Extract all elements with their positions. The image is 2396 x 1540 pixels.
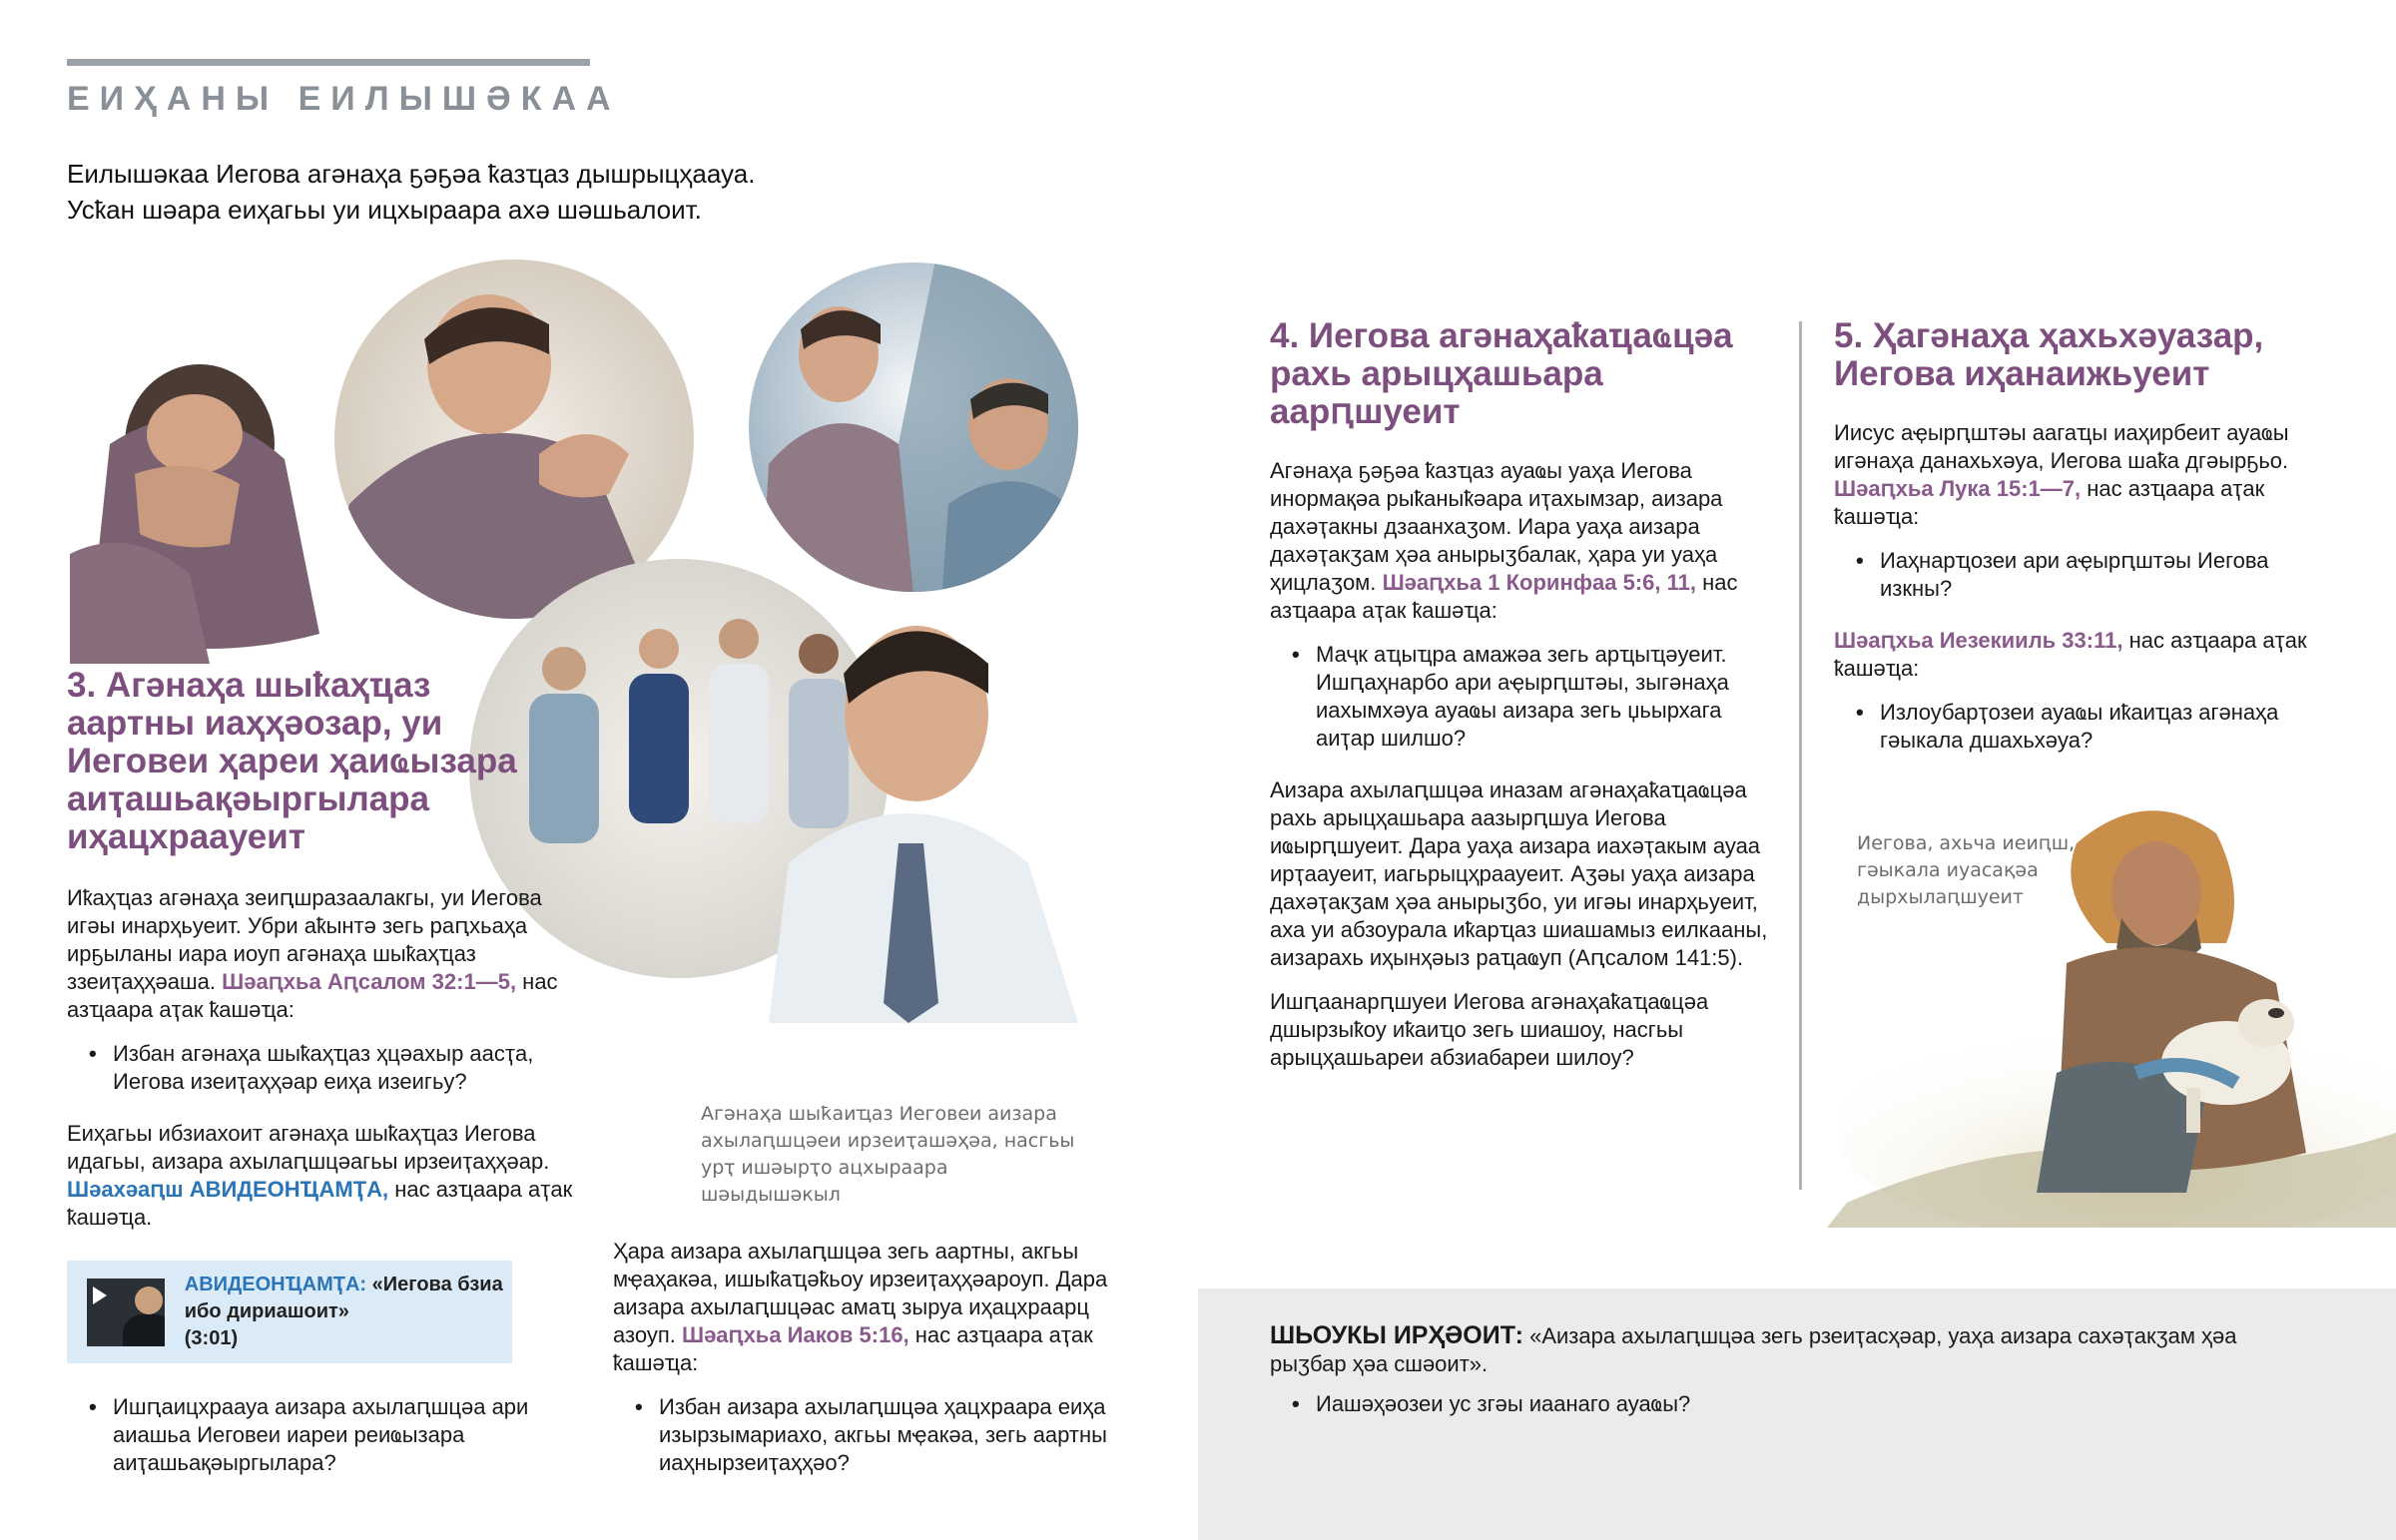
video-duration: (3:01) xyxy=(184,1327,239,1349)
intro-line-1: Еилышәкаа Иегова агәнаҳа ҕәҕәа ҟазҵаз дышрыцҳаауа. xyxy=(67,159,756,189)
section-5 xyxy=(1834,317,2353,393)
section-4 xyxy=(1270,317,1759,431)
section-3-questions-2 xyxy=(67,1393,586,1501)
middle-questions xyxy=(613,1393,1122,1477)
section-3-body xyxy=(67,884,586,1248)
summary-questions xyxy=(1270,1390,2268,1418)
section-5-paragraph-1: Иисус аҿырԥштәы аагаҵы иаҳирбеит ауаҩы игәнаҳа данахьхәуа, Иегова шаҟа дгәырҕьо. Шәаԥхьа Лука 15:1—7, нас азҵаара аҭак ҟашәҵа: xyxy=(1834,420,2289,529)
section-5-questions-1 xyxy=(1834,547,2333,603)
question-item: • Иаҳнарҵозеи ари аҿырԥштәы Иегова изкны? xyxy=(1834,547,2333,603)
summary-content xyxy=(1270,1321,2268,1442)
question-item: • Излоубарҭозеи ауаҩы иҟаиҵаз агәнаҳа гәыкала дшахьхәуа? xyxy=(1834,699,2333,755)
section-3-title: 3. Агәнаҳа шыҟаҳҵаз аартны иаҳҳәозар, уи Иеговеи ҳареи ҳаиҩызара аиҭашьақәыргылара иҳацхраауеит xyxy=(67,666,517,856)
page-title: ЕИҲАНЫ ЕИЛЫШӘКАА xyxy=(67,80,621,118)
video-person-body xyxy=(123,1314,165,1346)
middle-paragraph: Ҳара аизара ахылаԥшцәа зегь аартны, акгьы мҿаҳакәа, ишыҟаҵәҟьоу ирзеиҭаҳҳәароуп. Дара аизара ахылаԥшцәас амаҵ зыруа иҳацхраарц азоуп. Шәаԥхьа Иаков 5:16, нас азҵаара аҭак ҟашәҵа: xyxy=(613,1239,1108,1375)
section-5-title: 5. Ҳагәнаҳа ҳахьхәуазар, Иегова иҳанаижьуеит xyxy=(1834,316,2264,393)
video-description xyxy=(185,1272,512,1352)
video-thumbnail[interactable] xyxy=(87,1279,165,1346)
caption-shepherd: Иегова, ахьча иеиԥш, гәыкала иуасақәа дырхылаԥшуеит xyxy=(1857,832,2076,908)
question-item: • Иашәҳәозеи ус згәы иаанаго ауаҩы? xyxy=(1270,1390,2268,1418)
section-3-paragraph-2: Еиҳагьы ибзиахоит агәнаҳа шыҟаҳҵаз Иегова идагьы, аизара ахылаԥшцәагьы ирзеиҭаҳҳәар. Шәахәаԥш АВИДЕОНҴАМҬА, нас азҵаара аҭак ҟашәҵа. xyxy=(67,1121,573,1230)
question-item: • Избан агәнаҳа шыҟаҳҵаз ҳцәахыр аасҭа, Иегова изеиҭаҳҳәар еиҳа изеигьу? xyxy=(67,1040,586,1096)
section-3 xyxy=(67,667,526,856)
section-4-questions xyxy=(1270,641,1769,753)
summary-label: ШЬОУКЫ ИРҲӘОИТ: xyxy=(1270,1321,1523,1349)
caption-elders: Агәнаҳа шыҟаиҵаз Иеговеи аизара ахылаԥшцәеи ирзеиҭашәҳәа, насгьы урҭ ишәырҭо ацхыраара шәыдышәкыл xyxy=(701,1103,1075,1206)
section-4-title: 4. Иегова агәнаҳаҟаҵаҩцәа рахь арыцҳашьара аарԥшуеит xyxy=(1270,316,1733,431)
section-5-body xyxy=(1834,419,2333,778)
question-item: • Избан аизара ахылаԥшцәа ҳацхраара еиҳа изырзымариахо, акгьы мҿакәа, зегь аартны иаҳнырзеиҭаҳҳәо? xyxy=(613,1393,1122,1477)
header-rule xyxy=(67,59,590,66)
question-item: • Ишԥаицхраауа аизара ахылаԥшцәа ари аиашьа Иеговеи иареи реиҩызара аиҭашьақәыргылара? xyxy=(67,1393,586,1477)
video-title: «Иегова бзиа ибо дириашоит» xyxy=(184,1274,503,1322)
video-link[interactable]: Шәахәаԥш АВИДЕОНҴАМҬА, xyxy=(67,1177,389,1202)
video-label: АВИДЕОНҴАМҬА: xyxy=(184,1274,367,1295)
column-divider xyxy=(1799,321,1802,1190)
section-3-questions-1 xyxy=(67,1040,586,1096)
intro-text xyxy=(67,156,1165,228)
scripture-ref-james-5[interactable]: Шәаԥхьа Иаков 5:16, xyxy=(681,1322,909,1347)
section-5-questions-2 xyxy=(1834,699,2333,755)
summary-statement: ШЬОУКЫ ИРҲӘОИТ: «Аизара ахылаԥшцәа зегь рзеиҭасҳәар, уаҳа аизара сахәҭакӡам ҳәа рыӡбар ҳәа сшәоит». xyxy=(1270,1321,2237,1376)
middle-column xyxy=(613,1238,1122,1501)
section-4-paragraph-3: Ишԥаанарԥшуеи Иегова агәнаҳаҟаҵаҩцәа дшырзыҟоу иҟаиҵо зегь шиашоу, насгьы арыцҳашьареи абзиабареи шилоу? xyxy=(1270,989,1709,1070)
scripture-ref-luke-15[interactable]: Шәаԥхьа Лука 15:1—7, xyxy=(1834,476,2082,501)
play-icon[interactable] xyxy=(93,1286,107,1304)
scripture-ref-ezekiel-33[interactable]: Шәаԥхьа Иезекииль 33:11, xyxy=(1834,628,2123,653)
section-4-paragraph-1: Агәнаҳа ҕәҕәа ҟазҵаз ауаҩы уаҳа Иегова инормақәа рыҟаныҟәара иҭахымзар, аизара дахәҭакны дзаанхаӡом. Иара уаҳа аизара дахәҭакӡам ҳәа анырыӡбалак, ҳара уи уаҳа ҳицлаӡом. Шәаԥхьа 1 Коринфаа 5:6, 11, нас азҵаара аҭак ҟашәҵа: xyxy=(1270,458,1738,623)
section-5-paragraph-2: Шәаԥхьа Иезекииль 33:11, нас азҵаара аҭак ҟашәҵа: xyxy=(1834,628,2307,681)
section-4-body xyxy=(1270,457,1769,1088)
video-person-head xyxy=(135,1286,163,1314)
sad-man-figure xyxy=(70,364,319,664)
scripture-ref-1-corinthians-5[interactable]: Шәаԥхьа 1 Коринфаа 5:6, 11, xyxy=(1382,570,1696,595)
section-3-paragraph-1: Иҟаҳҵаз агәнаҳа зеиԥшразаалакгы, уи Иегова игәы инарҳьуеит. Убри аҟынтә зегь раԥхьаҳа ирҕыланы иара иоуп агәнаҳа шыҟаҳҵаз ззеиҭаҳҳәаша. Шәаԥхьа Аԥсалом 32:1—5, нас азҵаара аҭак ҟашәҵа: xyxy=(67,885,558,1022)
section-4-paragraph-2: Аизара ахылаԥшцәа иназам агәнаҳаҟаҵаҩцәа рахь арыцҳашьара аазырԥшуа Иегова иҩырԥшуеит. Дара уаҳа аизара иахәҭакым ауаа ирҭаауеит, иагьрыцҳраауеит. Аӡәы уаҳа аизара дахәҭакӡам ҳәа анырыӡбо, уи игәы инарҳьуеит, аха уи абзоурала иҟарҵаз шиашамыз еилкааны, аизарахь иҳынҳәыз раҵаҩуп (Аԥсалом 141:5). xyxy=(1270,777,1768,970)
video-box[interactable] xyxy=(67,1261,512,1363)
question-item: • Маҷк аҵыҵра амажәа зегь арҵыҵәуеит. Ишԥаҳнарбо ари аҿырԥштәы, зыгәнаҳа иахымхәуа ауаҩы аизара зегь џьырхага аиҭар шилшо? xyxy=(1270,641,1769,753)
intro-line-2: Усҟан шәара еиҳагьы уи ицхыраара ахә шәшьалоит. xyxy=(67,195,702,225)
scripture-ref-psalm-32[interactable]: Шәаԥхьа Аԥсалом 32:1—5, xyxy=(222,969,517,994)
